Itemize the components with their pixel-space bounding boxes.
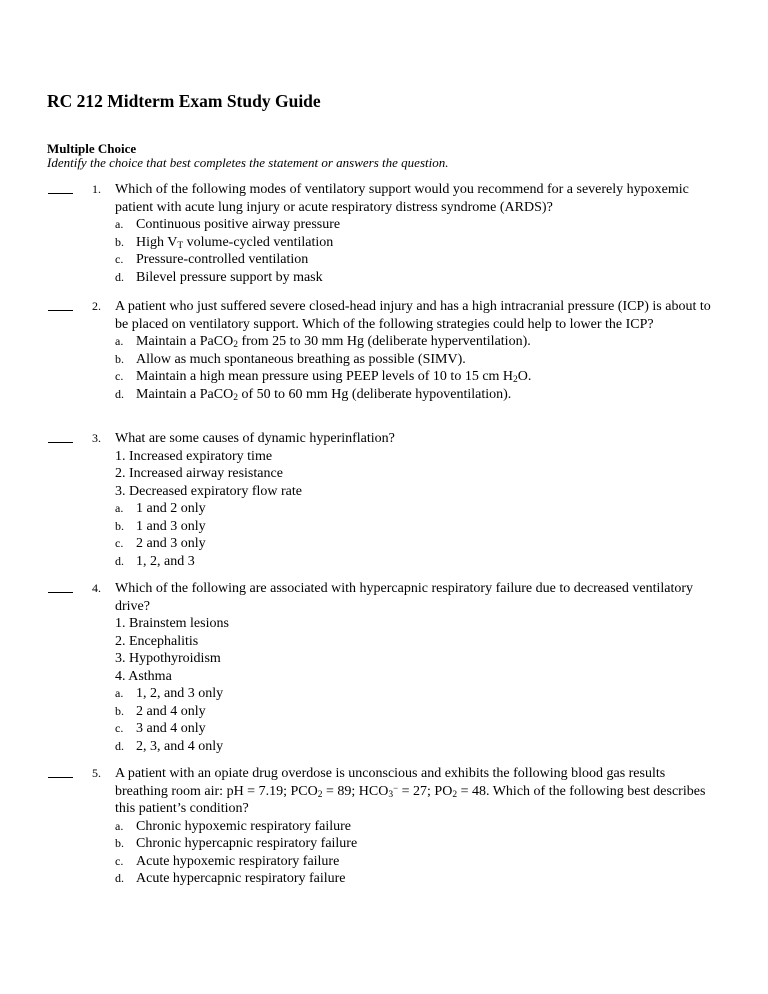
option-c[interactable]: [115, 251, 715, 269]
option-letter: d.: [115, 871, 124, 885]
option-text: 1 and 3 only: [136, 518, 206, 534]
option-a[interactable]: [115, 818, 715, 836]
option-text: 2 and 3 only: [136, 536, 206, 551]
statement: 3. Decreased expiratory flow rate: [115, 483, 302, 499]
option-text: Maintain a high mean pressure using PEEP levels of 10 to 15 cm $H_2O$.: [136, 369, 532, 385]
option-text: Maintain a PaCO$_2$ from 25 to 30 mm Hg (deliberate hyperventilation).: [136, 334, 531, 350]
question-number: 1.: [92, 182, 101, 196]
option-letter: a.: [115, 217, 124, 231]
answer-blank[interactable]: [48, 193, 73, 194]
instructions: Identify the choice that best completes the statement or answers the question.: [47, 155, 449, 170]
question-stem: What are some causes of dynamic hyperinflation?: [115, 431, 395, 446]
option-text: Acute hypercapnic respiratory failure: [136, 871, 346, 886]
statement: 3. Hypothyroidism: [115, 651, 221, 666]
option-text: 1 and 2 only: [136, 501, 206, 516]
option-c[interactable]: [115, 853, 715, 871]
option-text: 2 and 4 only: [136, 703, 206, 719]
option-a[interactable]: [115, 216, 715, 234]
answer-blank[interactable]: [48, 777, 73, 778]
option-text: 1, 2, and 3 only: [136, 686, 224, 701]
option-b[interactable]: [115, 703, 715, 721]
option-letter: d.: [115, 269, 124, 284]
answer-blank[interactable]: [48, 310, 73, 311]
statement: 2. Increased airway resistance: [115, 466, 283, 481]
statement: 1. Brainstem lesions: [115, 616, 229, 631]
option-letter: c.: [115, 369, 124, 383]
option-b[interactable]: [115, 835, 715, 853]
answer-blank[interactable]: [48, 592, 73, 593]
section-heading: Multiple Choice: [47, 141, 137, 156]
option-letter: b.: [115, 351, 124, 366]
option-letter: c.: [115, 721, 124, 735]
option-c[interactable]: [115, 535, 715, 553]
option-b[interactable]: [115, 234, 715, 252]
statement: 4. Asthma: [115, 668, 172, 684]
question-number: 3.: [92, 431, 101, 445]
option-d[interactable]: [115, 738, 715, 756]
option-text: Pressure-controlled ventilation: [136, 252, 309, 267]
option-letter: c.: [115, 853, 124, 868]
option-text: 3 and 4 only: [136, 721, 206, 736]
statement: 2. Encephalitis: [115, 633, 199, 649]
option-d[interactable]: [115, 870, 715, 888]
option-text: Maintain a PaCO$_2$ of 50 to 60 mm Hg (deliberate hypoventilation).: [136, 386, 512, 403]
option-text: Chronic hypoxemic respiratory failure: [136, 818, 351, 834]
question-number: 5.: [92, 766, 101, 780]
option-d[interactable]: [115, 553, 715, 571]
option-text: High $V_T$ volume-cycled ventilation: [136, 234, 334, 251]
option-text: Allow as much spontaneous breathing as possible (SIMV).: [136, 351, 466, 367]
option-letter: a.: [115, 334, 124, 348]
option-letter: d.: [115, 386, 124, 401]
option-text: 2, 3, and 4 only: [136, 738, 224, 754]
question-stem: Which of the following modes of ventilatory support would you recommend for a severely hypoxemic patient with acute lung injury or acute respiratory distress syndrome (ARDS)?: [115, 182, 689, 215]
option-d[interactable]: [115, 269, 715, 287]
answer-blank[interactable]: [48, 442, 73, 443]
option-letter: a.: [115, 501, 124, 515]
option-letter: b.: [115, 836, 124, 850]
option-letter: c.: [115, 536, 124, 550]
option-letter: d.: [115, 553, 124, 568]
question-stem: A patient who just suffered severe closed-head injury and has a high intracranial pressure (ICP) is about to be placed on ventilatory support. Which of the following strategies could help to lower the ICP?: [115, 299, 711, 332]
option-letter: b.: [115, 703, 124, 718]
option-a[interactable]: [115, 685, 715, 703]
option-text: Chronic hypercapnic respiratory failure: [136, 836, 358, 851]
option-text: Continuous positive airway pressure: [136, 217, 341, 232]
option-a[interactable]: [115, 500, 715, 518]
option-text: Bilevel pressure support by mask: [136, 269, 323, 285]
option-a[interactable]: [115, 333, 715, 351]
question-number: 2.: [92, 299, 101, 313]
option-letter: b.: [115, 234, 124, 249]
question-number: 4.: [92, 581, 101, 595]
option-letter: c.: [115, 252, 124, 266]
option-text: 1, 2, and 3: [136, 553, 195, 569]
question-stem: Which of the following are associated with hypercapnic respiratory failure due to decreased ventilatory drive?: [115, 581, 694, 614]
option-c[interactable]: [115, 368, 715, 386]
option-b[interactable]: [115, 351, 715, 369]
option-letter: a.: [115, 686, 124, 700]
document-title: RC 212 Midterm Exam Study Guide: [47, 91, 321, 111]
option-letter: a.: [115, 818, 124, 833]
option-text: Acute hypoxemic respiratory failure: [136, 853, 340, 869]
option-c[interactable]: [115, 720, 715, 738]
statement: 1. Increased expiratory time: [115, 448, 273, 464]
option-letter: d.: [115, 738, 124, 753]
option-letter: b.: [115, 518, 124, 533]
question-stem: A patient with an opiate drug overdose is unconscious and exhibits the following blood gas results breathing room air: pH = 7.19; $PCO_2 = 89$; $HCO_3^- = 27$; $PO_2 = 48$. Which of the following best describes this patient’s condition?: [115, 766, 706, 816]
option-d[interactable]: [115, 386, 715, 404]
option-b[interactable]: [115, 518, 715, 536]
